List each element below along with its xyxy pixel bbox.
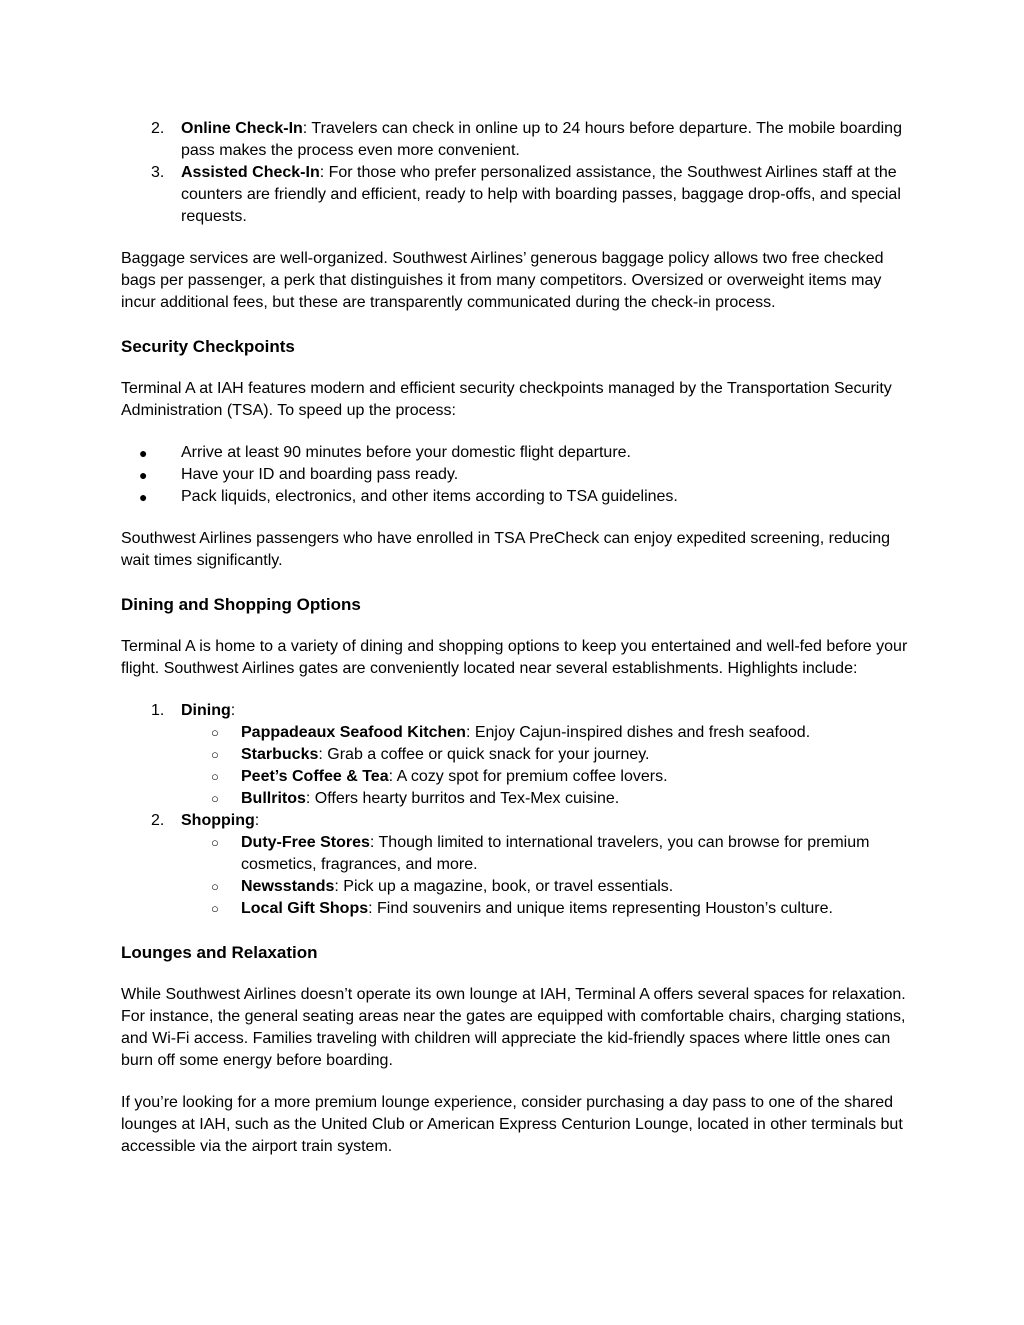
list-item: [121, 744, 911, 766]
circle-bullet-icon: ○: [211, 901, 219, 916]
dining-heading: Dining and Shopping Options: [121, 595, 361, 614]
list-item: [121, 876, 911, 898]
list-text: :: [254, 812, 260, 829]
list-item: [121, 832, 911, 876]
list-text: Have your ID and boarding pass ready.: [181, 466, 459, 483]
precheck-paragraph: Southwest Airlines passengers who have enrolled in TSA PreCheck can enjoy expedited screening, reducing wait times significantly.: [121, 530, 891, 569]
list-text: : Though limited to international travelers, you can browse for premium cosmetics, fragrances, and more.: [241, 834, 870, 873]
shopping-sub-list: [181, 832, 911, 920]
list-text: : Travelers can check in online up to 24 hours before departure. The mobile boarding pass makes the process even more convenient.: [181, 120, 902, 159]
baggage-paragraph: Baggage services are well-organized. Southwest Airlines’ generous baggage policy allows two free checked bags per passenger, a perk that distinguishes it from many competitors. Oversized or overweight items may incur additional fees, but these are transparently communicated during the check-in process.: [121, 250, 884, 311]
circle-bullet-icon: ○: [211, 791, 219, 806]
lounges-heading: Lounges and Relaxation: [121, 943, 318, 962]
list-item: [121, 464, 911, 486]
security-bullets: [121, 442, 911, 508]
circle-bullet-icon: ○: [211, 747, 219, 762]
list-term: Shopping: [181, 812, 255, 829]
dining-shopping-list: [121, 700, 911, 920]
list-text: : Pick up a magazine, book, or travel essentials.: [334, 878, 674, 895]
checkin-list: [121, 118, 911, 228]
list-term: Starbucks: [241, 746, 319, 763]
list-number: 1.: [151, 702, 165, 719]
list-item: [121, 722, 911, 744]
list-term: Assisted Check-In: [181, 164, 320, 181]
list-item: [121, 700, 911, 810]
list-text: :: [230, 702, 236, 719]
list-item: [121, 442, 911, 464]
security-heading: Security Checkpoints: [121, 337, 295, 356]
list-text: : Grab a coffee or quick snack for your journey.: [318, 746, 650, 763]
circle-bullet-icon: ○: [211, 835, 219, 850]
list-term: Local Gift Shops: [241, 900, 369, 917]
document-page: [121, 118, 911, 1158]
list-number: 2.: [151, 120, 165, 137]
list-text: : A cozy spot for premium coffee lovers.: [388, 768, 668, 785]
list-text: : Enjoy Cajun-inspired dishes and fresh seafood.: [465, 724, 811, 741]
bullet-icon: ●: [139, 467, 148, 483]
bullet-icon: ●: [139, 445, 148, 461]
list-text: : Find souvenirs and unique items representing Houston’s culture.: [368, 900, 833, 917]
lounges-paragraph-1: While Southwest Airlines doesn’t operate its own lounge at IAH, Terminal A offers several spaces for relaxation. For instance, the general seating areas near the gates are equipped with comfortable chairs, charging stations, and Wi-Fi access. Families traveling with children will appreciate the kid-friendly spaces where little ones can burn off some energy before boarding.: [121, 986, 906, 1069]
list-text: : Offers hearty burritos and Tex-Mex cuisine.: [305, 790, 620, 807]
list-term: Duty-Free Stores: [241, 834, 370, 851]
list-item: [121, 162, 911, 228]
list-number: 2.: [151, 812, 165, 829]
lounges-paragraph-2: If you’re looking for a more premium lounge experience, consider purchasing a day pass to one of the shared lounges at IAH, such as the United Club or American Express Centurion Lounge, located in other terminals but accessible via the airport train system.: [121, 1094, 903, 1155]
bullet-icon: ●: [139, 489, 148, 505]
list-item: [121, 118, 911, 162]
list-term: Pappadeaux Seafood Kitchen: [241, 724, 466, 741]
list-item: [121, 810, 911, 920]
list-term: Dining: [181, 702, 231, 719]
list-term: Online Check-In: [181, 120, 303, 137]
dining-sub-list: [181, 722, 911, 810]
list-number: 3.: [151, 164, 165, 181]
list-text: : For those who prefer personalized assistance, the Southwest Airlines staff at the counters are friendly and efficient, ready to help with boarding passes, baggage drop-offs, and special requests.: [181, 164, 901, 225]
list-item: [121, 898, 911, 920]
list-item: [121, 766, 911, 788]
list-term: Bullritos: [241, 790, 306, 807]
security-intro: Terminal A at IAH features modern and efficient security checkpoints managed by the Transportation Security Administration (TSA). To speed up the process:: [121, 380, 892, 419]
dining-intro: Terminal A is home to a variety of dining and shopping options to keep you entertained and well-fed before your flight. Southwest Airlines gates are conveniently located near several establishments. Highlights include:: [121, 638, 908, 677]
circle-bullet-icon: ○: [211, 879, 219, 894]
list-text: Arrive at least 90 minutes before your domestic flight departure.: [181, 444, 631, 461]
list-term: Newsstands: [241, 878, 335, 895]
list-item: [121, 486, 911, 508]
list-term: Peet’s Coffee & Tea: [241, 768, 389, 785]
list-text: Pack liquids, electronics, and other items according to TSA guidelines.: [181, 488, 678, 505]
circle-bullet-icon: ○: [211, 725, 219, 740]
circle-bullet-icon: ○: [211, 769, 219, 784]
list-item: [121, 788, 911, 810]
